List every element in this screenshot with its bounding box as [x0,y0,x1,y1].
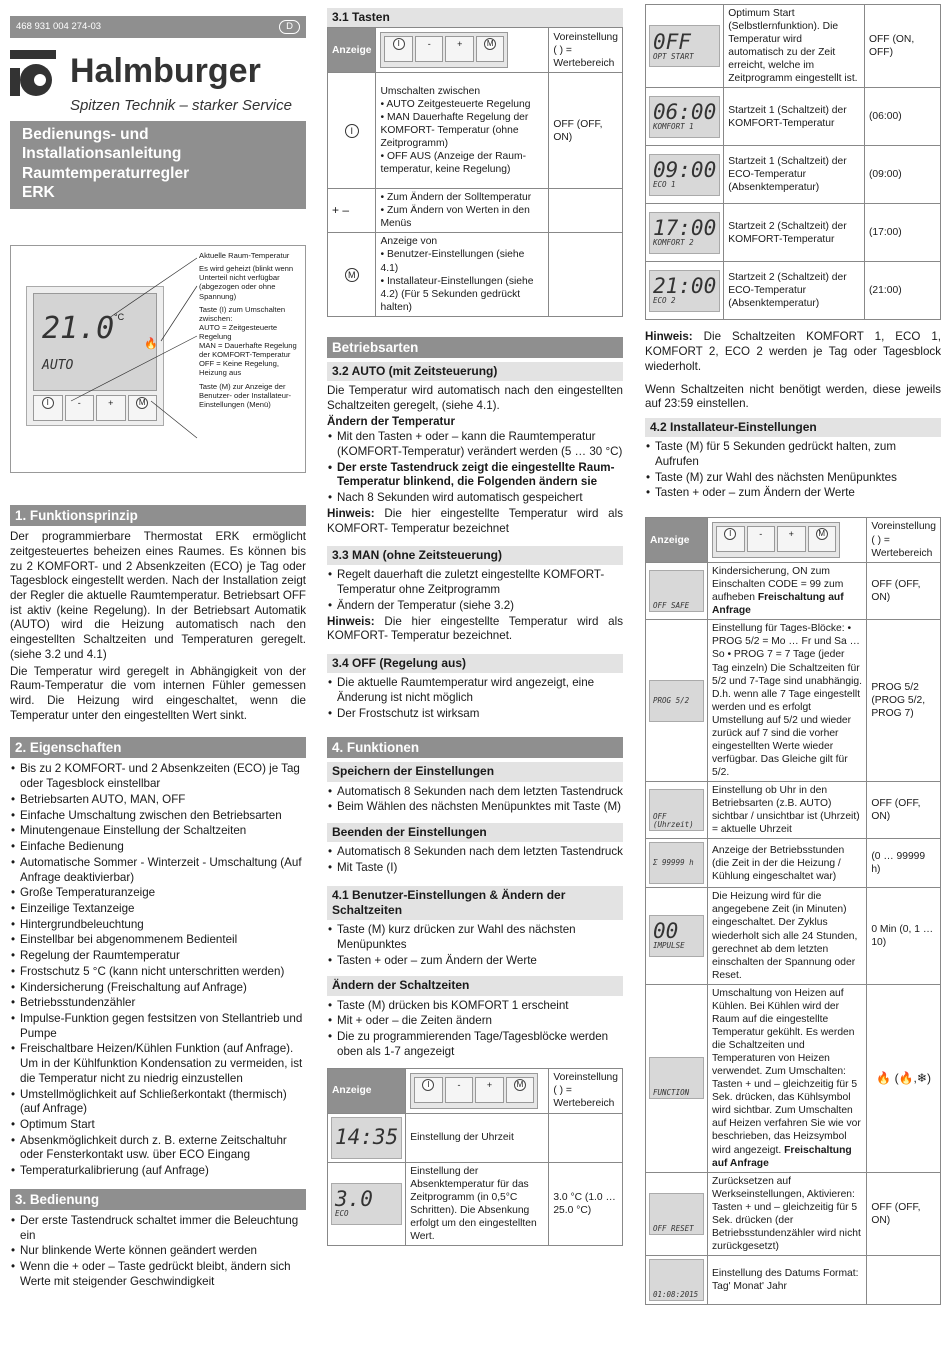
default-cell [867,1256,941,1305]
desc-cell [376,189,549,233]
section-title: 2. Eigenschaften [10,737,306,758]
desc-cell [708,984,867,1172]
list-item: • Bis zu 2 KOMFORT- und 2 Absenkzeiten (ECO) je Tag oder Tagesblock einstellbar [10,762,306,791]
menu-key-icon: M [345,268,359,282]
desc-line: • AUTO Zeitgesteuerte Regelung [380,99,531,111]
column-middle [327,0,623,1246]
user-settings-table [327,1068,623,1246]
lcd-cell [646,1256,708,1305]
desc-cell: Die Heizung wird für die angegebene Zeit (in Minuten) eingeschaltet. Der Zyklus wiederholt sich alle 24 Stunden, gerechnet ab dem letzten einschalten der Spannung oder Reset. [708,888,867,984]
doc-number: 468 931 004 274-03 [16,21,102,32]
table-row [328,28,623,73]
column-left [10,0,306,1291]
hint [645,330,941,374]
hint [327,507,623,536]
section-title: 4. Funktionen [327,737,623,758]
list-item: • Ändern der Temperatur (siehe 3.2) [327,599,623,614]
list-item: • Einfache Bedienung [10,840,306,855]
desc-line: Umschalten zwischen [380,86,481,98]
list [327,999,623,1060]
list-item: • Betriebsstundenzähler [10,996,306,1011]
table-row [646,5,941,88]
mode-key-icon: I [345,124,359,138]
key-label: - [77,398,81,409]
desc-cell [376,73,549,189]
hint-label: Hinweis: [645,330,693,344]
col-anzeige: Anzeige [646,518,708,563]
table-row [328,73,623,189]
default-cell: (17:00) [865,204,941,262]
lcd-cell [646,1172,708,1255]
list [327,785,623,815]
lcd-mode: AUTO [42,358,74,374]
lcd-cell [646,888,708,984]
list [645,440,941,501]
list-item: • Absenkmöglichkeit durch z. B. externe Zeitschaltuhr oder Fensterkontakt usw. über ECO Eingang [10,1134,306,1163]
brand-logo [10,48,306,96]
list-item: • Beim Wählen des nächsten Menüpunktes mit Taste (M) [327,800,623,815]
keypad [712,522,840,558]
table-row [646,984,941,1172]
table-row [328,233,623,316]
desc-text: Kindersicherung, ON zum Einschalten CODE = 99 zum aufheben [712,566,844,604]
lcd-value: 17:00 [653,216,717,241]
keypad-cell [708,518,867,563]
desc-cell: Einstellung des Datums Format: Tag' Monat' Jahr [708,1256,867,1305]
hint-text: Die hier eingestellte Temperatur wird als KOMFORT- Temperatur bezeichnet. [327,614,623,643]
lcd-label: Σ 99999 h [653,858,694,868]
hint-label: Hinweis: [327,614,375,628]
subsection-title: Ändern der Schaltzeiten [327,976,623,995]
key-menu [808,526,837,552]
list-item: • Mit + oder – die Zeiten ändern [327,1014,623,1029]
operation-list [10,1214,306,1290]
keypad [380,32,508,68]
list-item: • Automatische Sommer - Winterzeit - Umschaltung (Auf Anfrage deaktivierbar) [10,856,306,885]
default-cell: PROG 5/2 (PROG 5/2, PROG 7) [867,620,941,782]
desc-cell: Optimum Start (Selbstlernfunktion). Die Temperatur wird automatisch zu der Zeit erreicht, welche im Zeitprogramm eingestellt ist. [724,5,865,88]
lcd-label: FUNCTION [653,1087,690,1097]
table-row [328,189,623,233]
operating-modes [327,337,623,722]
note: OFF = Keine Regelung, Heizung aus [199,359,279,378]
schedule-table [645,4,941,320]
desc-line: • OFF AUS (Anzeige der Raumtemperatur, keine Regelung) [380,151,527,176]
lcd-display [331,1183,402,1225]
default-cell: (21:00) [865,262,941,320]
lcd-label: IMPULSE [653,941,685,951]
list-item: • Der erste Tastendruck schaltet immer die Beleuchtung ein [10,1214,306,1243]
key-label: - [759,529,763,540]
table-row [646,146,941,204]
default-cell: OFF (OFF, ON) [549,73,623,189]
lcd-value: 00 [653,919,679,944]
table-row [328,1068,623,1113]
key-label: M [514,1079,526,1091]
table-row [646,620,941,782]
key-menu [476,36,505,62]
desc-bold: Freischaltung auf Anfrage [712,1144,852,1169]
doc-title-line: Installationsanleitung [22,145,182,163]
default-cell: OFF (ON, OFF) [865,5,941,88]
key-label: + [486,1079,493,1090]
default-cell [549,189,623,233]
lcd-cell [646,146,724,204]
list-item: • Tasten + oder – zum Ändern der Werte [327,954,623,969]
subsection-title: 4.1 Benutzer-Einstellungen & Ändern der Schaltzeiten [327,886,623,920]
key-mode [414,1077,443,1103]
lcd-label: ECO [335,1209,349,1219]
key-mode [716,526,745,552]
lcd-display [649,570,704,612]
key-label: - [457,1079,461,1090]
key-cell [328,73,376,189]
brand-name: Halmburger [70,52,261,91]
lcd-cell [646,5,724,88]
default-cell: 0 Min (0, 1 … 10) [867,888,941,984]
table-row [328,1162,623,1245]
key-cell: + – [328,189,376,233]
key-label: M [484,38,496,50]
key-menu [506,1077,535,1103]
note: Taste (I) zum Umschalten zwischen: [199,304,286,323]
lcd-cell [646,563,708,620]
list-item: • Taste (M) kurz drücken zur Wahl des nächsten Menüpunktes [327,923,623,952]
key-label: I [42,397,54,409]
list-item: • Der Frostschutz ist wirksam [327,707,623,722]
key-plus [777,526,806,552]
desc-line: • MAN Dauerhafte Regelung der KOMFORT- Temperatur (ohne Zeitprogramm) [380,112,529,150]
lcd-label: ECO 1 [653,180,676,190]
section-4 [327,737,623,1245]
list-item: • Nur blinkende Werte können geändert werden [10,1244,306,1259]
lcd-value: 14:35 [335,1125,399,1150]
list-item: • Taste (M) zur Wahl des nächsten Menüpunktes [645,471,941,486]
desc-cell: Zurücksetzen auf Werkseinstellungen, Aktivieren: Tasten + und – gleichzeitig für 5 Sek. drücken (der Betriebsstundenzähler wird nicht zurückgesetzt) [708,1172,867,1255]
lcd-label: KOMFORT 2 [653,238,694,248]
key-label: + [457,39,463,50]
doc-title [10,121,306,209]
lcd-label: KOMFORT 1 [653,122,694,132]
desc-bold: Freischaltung auf Anfrage [712,592,844,617]
feature-list [10,762,306,1178]
lcd-cell [646,204,724,262]
list [327,845,623,875]
col-default: Voreinstellung ( ) = Wertebereich [549,1068,623,1113]
list-item: • Nach 8 Sekunden wird automatisch gespeichert [327,491,623,506]
key-minus [747,526,776,552]
list-item: • Hintergrundbeleuchtung [10,918,306,933]
doc-title-line: Bedienungs- und [22,126,149,144]
list-item: • Die zu programmierenden Tage/Tagesblöcke werden oben als 1-7 angezeigt [327,1030,623,1059]
lcd-cell [646,262,724,320]
column-right [645,0,941,1305]
list-item: • Automatisch 8 Sekunden nach dem letzten Tastendruck [327,845,623,860]
list-item: • Wenn die + oder – Taste gedrückt bleibt, ändern sich Werte mit steigender Geschwindigkeit [10,1260,306,1289]
table-row [646,563,941,620]
desc-cell: Einstellung der Absenktemperatur für das Zeitprogramm (in 0,5°C Schritten). Die Absenkung erfolgt um den eingestellten Wert. [406,1162,549,1245]
lcd-cell [646,620,708,782]
hint [327,615,623,644]
list [327,676,623,721]
note: Taste (M) zur Anzeige der Benutzer- oder Installateur-Einstellungen (Menü) [199,381,292,409]
key-plus [445,36,474,62]
flame-icon: 🔥 [144,338,158,351]
col-anzeige: Anzeige [328,28,376,73]
keypad [410,1073,538,1109]
lcd-display [649,1057,704,1099]
lcd-display [649,1259,704,1301]
lang-badge: D [279,20,300,34]
leader-lines [11,246,307,474]
default-cell: OFF (OFF, ON) [867,1172,941,1255]
table-row [646,782,941,839]
lcd-display [331,1117,402,1159]
subheading: Ändern der Temperatur [327,415,455,429]
key-minus [445,1077,474,1103]
paragraph: Wenn Schaltzeiten nicht benötigt werden, diese jeweils auf 23:59 einstellen. [645,382,941,411]
lcd-display [649,270,720,312]
list-item: • Taste (M) drücken bis KOMFORT 1 erscheint [327,999,623,1014]
lcd-value: 0FF [653,29,691,54]
table-row [646,1172,941,1255]
desc-line: • Benutzer-Einstellungen (siehe 4.1) [380,249,525,274]
section-title: 3.1 Tasten [327,8,623,27]
lcd-unit: °C [114,312,125,323]
desc-line: • Zum Ändern der Solltemperatur [380,192,532,204]
list-item: • Regelung der Raumtemperatur [10,949,306,964]
list-item: • Regelt dauerhaft die zuletzt eingestellte KOMFORT-Temperatur ohne Zeitprogramm [327,568,623,597]
desc-cell: Anzeige der Betriebsstunden (die Zeit in der die Heizung / Kühlung eingeschaltet war) [708,839,867,888]
default-cell [549,233,623,316]
list-item: • Impulse-Funktion gegen festsitzen von Stellantrieb und Pumpe [10,1012,306,1041]
lcd-label: OFF SAFE [653,600,690,610]
table-row [646,262,941,320]
desc-cell [376,233,549,316]
lcd-display [649,680,704,722]
lcd-value: 06:00 [653,100,717,125]
desc-cell: Einstellung der Uhrzeit [406,1113,549,1162]
col-anzeige: Anzeige [328,1068,406,1113]
list-item: • Die aktuelle Raumtemperatur wird angezeigt, eine Änderung ist nicht möglich [327,676,623,705]
slogan: Spitzen Technik – starker Service [69,97,292,115]
list-item: • Kindersicherung (Freischaltung auf Anfrage) [10,981,306,996]
list [327,568,623,613]
list-item: • Automatisch 8 Sekunden nach dem letzten Tastendruck [327,785,623,800]
lcd-display [649,915,704,957]
list-item: • Minutengenaue Einstellung der Schaltzeiten [10,824,306,839]
paragraph: Die Temperatur wird geregelt in Abhängigkeit von der Raum-Temperatur die vom internen Fühler gemessen wird. Die Heizung wird eingeschaltet, wenn die Temperatur unter den eingestellten Wert sinkt. [10,664,306,722]
paragraph: Der programmierbare Thermostat ERK ermöglicht zeitgesteuertes beheizen eines Raumes. Es können bis zu 2 KOMFORT- und 2 Absenkzeiten (ECO) je Tag oder Tagesblock eingestellt werden. Nach der Installation zeigt der Regler die aktuelle Raumtemperatur. Betriebsart OFF ist aktiv (keine Regelung). In der Betriebsart Automatik (AUTO) wird die Heizung automatisch nach den eingestellten Schaltzeiten und Temperaturen geregelt. (siehe 3.2 und 4.1) [10,530,306,661]
paragraph: Die Temperatur wird automatisch nach den eingestellten Schaltzeiten geregelt, (siehe 4.1). [327,384,623,412]
table-row [646,839,941,888]
list-item: • Einzeilige Textanzeige [10,902,306,917]
note: Es wird geheizt (blinkt wenn Unterteil nicht verfügbar (abgezogen oder ohne Spannung) [199,264,294,301]
subsection-title: 3.3 MAN (ohne Zeitsteuerung) [327,546,623,565]
lcd-cell [328,1113,406,1162]
note: MAN = Dauerhafte Regelung der KOMFORT-Temperatur [199,341,297,360]
lcd-display [649,212,720,254]
subsection-title: Speichern der Einstellungen [327,762,623,781]
lcd-cell [646,88,724,146]
desc-cell: Startzeit 1 (Schaltzeit) der KOMFORT-Temperatur [724,88,865,146]
section-1 [10,505,306,723]
lcd-cell [646,984,708,1172]
section-title: Betriebsarten [327,337,623,358]
list [327,430,623,506]
lcd-label: OFF RESET [653,1223,694,1233]
list-item: • Betriebsarten AUTO, MAN, OFF [10,793,306,808]
key-mode [384,36,413,62]
hint-label: Hinweis: [327,506,375,520]
keypad-cell [376,28,549,73]
lcd-value: 21:00 [653,274,717,299]
halmburger-logo-icon [10,48,68,96]
default-cell [549,1113,623,1162]
subsection-title: 3.4 OFF (Regelung aus) [327,654,623,673]
table-row [646,204,941,262]
key-label: - [427,39,431,50]
table-row [646,888,941,984]
subsection-title: 3.2 AUTO (mit Zeitsteuerung) [327,362,623,381]
key-label: I [393,38,405,50]
list-item: • Freischaltbare Heizen/Kühlen Funktion (auf Anfrage). Um in der Kühlfunktion Kondensation zu vermeiden, ist die Temperatur nicht zu niedrig einzustellen [10,1042,306,1086]
col-default: Voreinstellung ( ) = Wertebereich [549,28,623,73]
installer-table [645,517,941,1305]
doc-header-bar [10,16,306,38]
lcd-value: 3.0 [335,1187,373,1212]
lcd-label: OFF (Uhrzeit) [653,811,694,829]
desc-line: Anzeige von [380,236,438,248]
list-item: • Mit Taste (I) [327,861,623,876]
list-item: • Einstellbar bei abgenommenem Bedienteil [10,933,306,948]
list-item: • Der erste Tastendruck zeigt die eingestellte Raum-Temperatur blinkend, die Folgenden ändern sie [327,461,623,490]
lcd-display [649,96,720,138]
lcd-cell [646,839,708,888]
desc-cell: Einstellung ob Uhr in den Betriebsarten (z.B. AUTO) sichtbar / unsichtbar ist (Uhrzeit) = aktuelle Uhrzeit [708,782,867,839]
list-item: • Einfache Umschaltung zwischen den Betriebsarten [10,809,306,824]
desc-line: • Zum Ändern von Werten in den Menüs [380,205,530,230]
key-minus [415,36,444,62]
lcd-cell [646,782,708,839]
list-item: • Große Temperaturanzeige [10,886,306,901]
default-cell: (06:00) [865,88,941,146]
note: AUTO = Zeitgesteuerte Regelung [199,322,278,341]
list-item: • Tasten + oder – zum Ändern der Werte [645,486,941,501]
desc-cell: Startzeit 1 (Schaltzeit) der ECO-Temperatur (Absenktemperatur) [724,146,865,204]
list-item: • Mit den Tasten + oder – kann die Raumtemperatur (KOMFORT-Temperatur) verändert werden (5 … 30 °C) [327,430,623,459]
doc-title-line: Raumtemperaturregler [22,164,190,182]
default-cell: (0 … 99999 h) [867,839,941,888]
desc-cell: Einstellung für Tages-Blöcke: • PROG 5/2 = Mo … Fr und Sa … So • PROG 7 = 7 Tage (jeder Tag einzeln) Die Schaltzeiten für 5/2 und 7-Tage sind unabhängig. D.h. wenn alle 7 Tage eingestellt werden und es erfolgt Umstellung auf 5/2 und wieder zurück auf 7 sind die vorher eingestellten Werte wieder verfügbar. Das Gleiche gilt für 5/2. [708,620,867,782]
key-label: M [136,397,148,409]
default-cell: (09:00) [865,146,941,204]
default-cell: 3.0 °C (1.0 … 25.0 °C) [549,1162,623,1245]
key-plus [475,1077,504,1103]
lcd-label: 01:08:2015 [653,1289,699,1299]
hint-text: Die hier eingestellte Temperatur wird als KOMFORT- Temperatur bezeichnet [327,506,623,535]
subsection-title: Beenden der Einstellungen [327,823,623,842]
device-illustration [10,245,306,473]
lcd-cell [328,1162,406,1245]
hint-text: Die Schaltzeiten KOMFORT 1, ECO 1, KOMFORT 2, ECO 2 werden je Tag oder Tagesblock wiederholt. [645,330,941,373]
keys-table [327,27,623,317]
lcd-label: OPT START [653,51,694,61]
lcd-label: ECO 2 [653,296,676,306]
list [327,923,623,968]
desc-cell: Startzeit 2 (Schaltzeit) der KOMFORT-Temperatur [724,204,865,262]
list-item: • Optimum Start [10,1118,306,1133]
table-row [328,1113,623,1162]
lcd-display [649,842,704,884]
lcd-display [649,25,720,67]
col-default: Voreinstellung ( ) = Wertebereich [867,518,941,563]
table-row [646,88,941,146]
lcd-display [649,1193,704,1235]
key-label: M [816,528,828,540]
section-3 [10,1189,306,1290]
desc-cell: Startzeit 2 (Schaltzeit) der ECO-Temperatur (Absenktemperatur) [724,262,865,320]
lcd-display [649,789,704,831]
key-label: I [724,528,736,540]
key-label: I [422,1079,434,1091]
key-cell [328,233,376,316]
desc-text: Umschaltung von Heizen auf Kühlen. Bei Kühlen wird der Raum auf die eingestellte Temperatur gekühlt. Es werden die Schaltzeiten und Temperaturen von Heizen verwendet. Zum Umschalten: Tasten + und – gleichzeitig für 5 Sek. drücken, das Kühlsymbol wird sichtbar. Zum Umschalten auf Heizen verfahren Sie wie vor beschrieben, das Heizsymbol wird angezeigt. [712,987,861,1156]
lcd-display [649,154,720,196]
key-label: + [788,529,794,540]
lcd-label: PROG 5/2 [653,695,690,705]
section-2 [10,737,306,1178]
default-cell: OFF (OFF, ON) [867,563,941,620]
desc-cell [708,563,867,620]
list-item: • Temperaturkalibrierung (auf Anfrage) [10,1164,306,1179]
lcd-temperature: 21.0 [42,311,115,347]
keypad-cell [406,1068,549,1113]
subsection-title: 4.2 Installateur-Einstellungen [645,418,941,437]
list-item: • Umstellmöglichkeit auf Schließerkontakt (thermisch) (auf Anfrage) [10,1088,306,1117]
table-row [646,518,941,563]
list-item: • Frostschutz 5 °C (kann nicht unterschritten werden) [10,965,306,980]
table-row [646,1256,941,1305]
lcd-value: 09:00 [653,158,717,183]
default-cell: OFF (OFF, ON) [867,782,941,839]
desc-line: • Installateur-Einstellungen (siehe 4.2) (Für 5 Sekunden gedrückt halten) [380,275,534,313]
section-title: 3. Bedienung [10,1189,306,1210]
heat-cool-icon: 🔥 (🔥,❄) [867,984,941,1172]
list-item: • Taste (M) für 5 Sekunden gedrückt halten, zum Aufrufen [645,440,941,469]
key-label: + [108,398,114,409]
section-title: 1. Funktionsprinzip [10,505,306,526]
note: Aktuelle Raum-Temperatur [199,251,290,261]
doc-title-line: ERK [22,184,55,202]
